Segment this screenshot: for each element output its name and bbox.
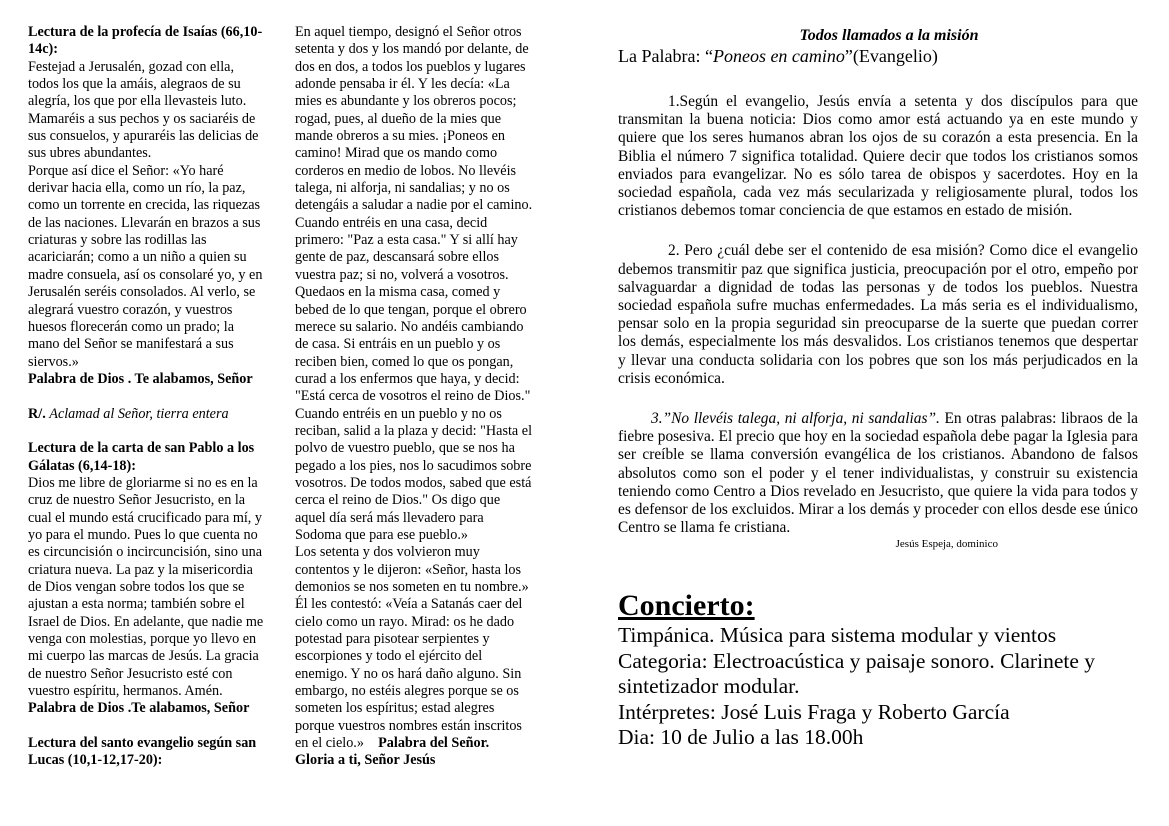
text-line: vuestro espíritu, hermanos. Amén.	[28, 683, 223, 700]
word-suffix: ”(Evangelio)	[844, 46, 938, 66]
text-line: rogad, pues, al dueño de la mies que	[295, 110, 502, 127]
text-line: derivar hacia ella, como un río, la paz,	[28, 180, 246, 197]
text-line: someten los espíritus; estad alegres	[295, 700, 495, 717]
second-reading-title: Lectura de la carta de san Pablo a los Gálatas (6,14-18):	[28, 440, 255, 474]
paragraph-text: En otras palabras: libraos de la fiebre posesiva. El precio que hoy en la sociedad española debe pagar la Iglesia para ser creíble se llama conversión evangélica de los cristianos. Abandono de falsos absolutos como son el poder y el tener individualistas, y construir su existencia teniendo como Centro a Dios revelado en Jesucristo, que quiere la vida para todos y es defensor de los excluidos. Mirar a los demás y proceder con ellos desde ese único Centro se llama fe cristiana.	[618, 410, 1138, 537]
text-line: como un torrente en crecida, las riquezas	[28, 197, 261, 214]
concert-details	[618, 623, 1138, 751]
text-line: Porque así dice el Señor: «Yo haré	[28, 162, 224, 179]
text-line: polvo de vuestro pueblo, que se nos ha	[295, 440, 515, 457]
text-line: Festejad a Jerusalén, gozad con ella,	[28, 58, 235, 75]
text-line: huesos florecerán como un prado; la	[28, 318, 235, 335]
text-line: cruz de nuestro Señor Jesucristo, en la	[28, 492, 246, 509]
text-line: embargo, no estéis alegres porque se os	[295, 683, 519, 700]
text-line: cerca el reino de Dios." Os digo que	[295, 492, 501, 509]
text-line: porque vuestros nombres están inscritos	[295, 717, 522, 734]
first-reading-text	[28, 59, 282, 371]
text-line: yo para el mundo. Pues lo que cuenta no	[28, 526, 258, 543]
reflection-word	[618, 46, 1138, 67]
concert-line: Dia: 10 de Julio a las 18.00h	[618, 725, 864, 750]
text-line: alegría, los que por ella llevasteis luto.	[28, 93, 247, 110]
text-line: contentos y le dijeron: «Señor, hasta los	[295, 561, 521, 578]
text-line: de Dios vengan sobre todos los que se	[28, 579, 245, 595]
gospel-last-line	[295, 735, 551, 752]
paragraph-quote: 3.”No llevéis talega, ni alforja, ni sandalias”.	[651, 410, 940, 428]
text-line: mies es abundante y los obreros pocos;	[295, 93, 517, 110]
second-reading-response: Palabra de Dios .Te alabamos, Señor	[28, 700, 250, 717]
text-line: de nuestro Señor Jesucristo esté con	[28, 665, 233, 682]
text-line: de las naciones. Llevarán en brazos a sus	[28, 214, 261, 231]
gospel-column	[295, 24, 551, 770]
concert-line: sintetizador modular.	[618, 674, 800, 699]
text-line: criatura nueva. La paz y la misericordia	[28, 561, 253, 578]
text-line: Él les contestó: «Veía a Satanás caer del	[295, 596, 523, 613]
reflection-paragraph-3	[618, 410, 1138, 537]
readings-column-1	[28, 24, 282, 770]
text-line: es circuncisión o incircuncisión, sino una	[28, 544, 263, 561]
concert-heading: Concierto:	[618, 589, 755, 623]
text-line: venga con molestias, porque yo llevo en	[28, 631, 257, 648]
text-line: acariciarán; como a un niño a quien su	[28, 249, 247, 266]
text-line: mi cuerpo las marcas de Jesús. La gracia	[28, 648, 259, 665]
text-line: enemigo. Y no os hará daño alguno. Sin	[295, 665, 522, 682]
text-line: curad a los enfermos que haya, y decid:	[295, 370, 520, 387]
concert-line: Categoria: Electroacústica y paisaje sonoro. Clarinete y	[618, 648, 1095, 673]
text-line: camino! Mirad que os mando como	[295, 145, 498, 162]
text-line: "Está cerca de vosotros el reino de Dios."	[295, 388, 531, 405]
text-line: madre consuela, así os consolaré yo, y en	[28, 266, 263, 283]
text-line: de casa. Si entráis en un pueblo y os	[295, 336, 501, 353]
word-quote: Poneos en camino	[712, 46, 845, 66]
text-line: cielo como un rayo. Mirad: os he dado	[295, 613, 515, 630]
text-line: potestad para pisotear serpientes y	[295, 631, 490, 648]
text-line: Quedaos en la misma casa, comed y	[295, 284, 501, 301]
text-line: talega, ni alforja, ni sandalias; y no os	[295, 180, 510, 197]
text-line: demonios se nos someten en tu nombre.»	[295, 579, 529, 595]
paragraph-text: 1.Según el evangelio, Jesús envía a setenta y dos discípulos para que transmitan la buena noticia: Dios como amor está actuando ya en este mundo y quiere que los seres humanos abran los ojos de su corazón a esta presencia. En la Biblia el número 7 significa totalidad. Quiere decir que todos los cristianos somos enviados para evangelizar. No es sólo tarea de obispos y sacerdotes. Hoy en la sociedad española, cada vez más secularizada y religiosamente plural, todos los cristianos debemos tomar conciencia de que estamos en estado de misión.	[618, 93, 1138, 220]
text-line: dos en dos, a todos los pueblos y lugares	[295, 58, 526, 75]
psalm-prefix: R/.	[28, 405, 46, 422]
text-line: Mamaréis a sus pechos y os saciaréis de	[28, 110, 256, 127]
text-line: mande obreros a su mies. ¡Poneos en	[295, 128, 506, 145]
reflection-paragraph-1	[618, 93, 1138, 220]
concert-line: Intérpretes: José Luis Fraga y Roberto García	[618, 699, 1010, 724]
text-line: Dios me libre de gloriarme si no es en la	[28, 474, 258, 491]
text-line: Cuando entréis en una casa, decid	[295, 214, 488, 231]
text-line: reciben bien, comed lo que os pongan,	[295, 353, 514, 370]
text-line: vosotros. De todos modos, sabed que está	[295, 474, 532, 491]
text-line: corderos en medio de lobos. No llevéis	[295, 162, 517, 179]
text-line: gente de paz, descansará sobre ellos	[295, 249, 500, 266]
text-line: Israel de Dios. En adelante, que nadie me	[28, 613, 264, 630]
text-line: pegado a los pies, nos lo sacudimos sobre	[295, 457, 532, 474]
word-prefix: La Palabra: “	[618, 46, 713, 66]
text-line: aquel día será más llevadero para	[295, 509, 484, 526]
text-line: sus ubres abundantes.	[28, 145, 152, 162]
psalm-text: Aclamad al Señor, tierra entera	[49, 405, 229, 422]
text-line: cual el mundo está crucificado para mí, y	[28, 509, 262, 526]
text-line: merece su salario. No andéis cambiando	[295, 318, 524, 335]
second-reading-text	[28, 475, 282, 700]
text-line: reciban, salid a la plaza y decid: "Hasta el	[295, 422, 533, 439]
text-line: en el cielo.»	[295, 735, 364, 752]
psalm-response	[28, 406, 282, 423]
text-line: mano del Señor se manifestará a sus	[28, 336, 234, 353]
first-reading-response: Palabra de Dios . Te alabamos, Señor	[28, 370, 253, 387]
text-line: Los setenta y dos volvieron muy	[295, 544, 480, 561]
text-line: Jerusalén seréis consolados. Al verlo, se	[28, 284, 256, 301]
reflection-paragraph-2	[618, 242, 1138, 388]
gospel-title: Lectura del santo evangelio según san Lucas (10,1-12,17-20):	[28, 735, 257, 769]
gospel-response: Palabra del Señor.	[378, 735, 490, 752]
text-line: primero: "Paz a esta casa." Y si allí hay	[295, 232, 518, 249]
first-reading-title: Lectura de la profecía de Isaías (66,10-14c):	[28, 24, 263, 58]
author-signature: Jesús Espeja, dominico	[895, 538, 998, 551]
text-line: siervos.»	[28, 353, 79, 370]
text-line: alegrará vuestro corazón, y vuestros	[28, 301, 233, 318]
concert-line: Timpánica. Música para sistema modular y vientos	[618, 623, 1057, 648]
gospel-acclamation: Gloria a ti, Señor Jesús	[295, 752, 436, 769]
text-line: bebed de lo que tengan, porque el obrero	[295, 301, 527, 318]
text-line: detengáis a saludar a nadie por el camino.	[295, 197, 533, 214]
text-line: criaturas y sobre las rodillas las	[28, 232, 207, 249]
text-line: ajustan a esta norma; también sobre el	[28, 596, 245, 613]
text-line: sus consuelos, y apuraréis las delicias de	[28, 128, 259, 145]
text-line: setenta y dos y los mandó por delante, de	[295, 41, 529, 58]
text-line: todos los que la amáis, alegraos de su	[28, 76, 241, 93]
text-line: En aquel tiempo, designó el Señor otros	[295, 24, 522, 40]
paragraph-text: 2. Pero ¿cuál debe ser el contenido de esa misión? Como dice el evangelio debemos transmitir paz que significa justicia, preocupación por el otro, empeño por salvaguardar a dignidad de todas las personas y de todos los pueblos. Nuestra sociedad española sufre muchas enfermedades. La más seria es el individualismo, pensar solo en la propia seguridad sin preocuparse de la suerte que puedan correr los demás, especialmente los más desvalidos. Los cristianos tenemos que despertar y llevar una conducta solidaria con los pobres que son los más perjudicados en la crisis económica.	[618, 242, 1138, 387]
text-line: vuestra paz; si no, volverá a vosotros.	[295, 266, 509, 283]
text-line: Cuando entréis en un pueblo y no os	[295, 405, 502, 422]
reflection-title: Todos llamados a la misión	[799, 27, 979, 44]
text-line: Sodoma que para ese pueblo.»	[295, 526, 468, 543]
text-line: adonde pensaba ir él. Y les decía: «La	[295, 76, 510, 93]
text-line: escorpiones y todo el ejército del	[295, 648, 483, 665]
reflection-page	[618, 26, 1138, 751]
